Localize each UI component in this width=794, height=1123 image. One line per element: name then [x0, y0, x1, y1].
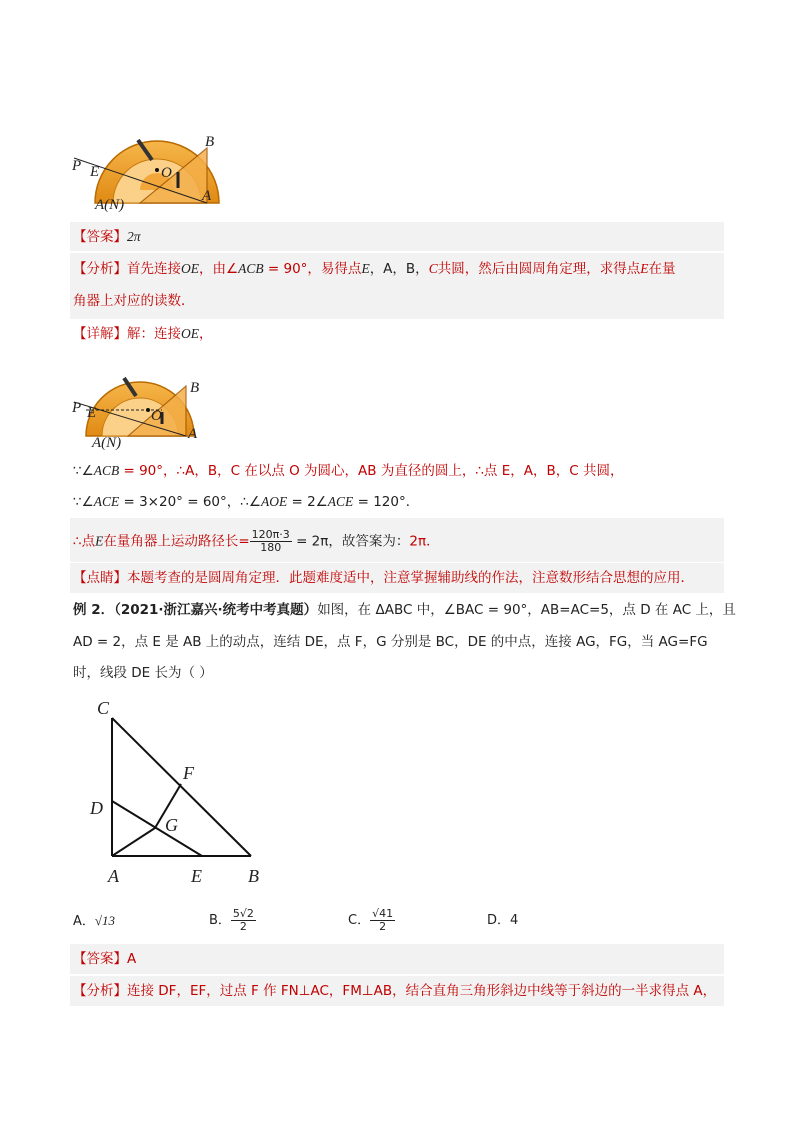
answer-value: A	[127, 951, 137, 967]
analysis-text: 在量	[648, 261, 676, 277]
option-b[interactable]	[209, 908, 256, 934]
analysis-text: 共圆，然后由圆周角定理，求得点	[437, 261, 641, 277]
option-label: C．	[348, 913, 371, 928]
answer-1	[73, 227, 141, 247]
var-ace: ACE	[93, 494, 120, 509]
comment-tag: 【点睛】	[73, 570, 127, 586]
proof-answer: 2π	[409, 533, 427, 550]
var-aoe: AOE	[260, 494, 288, 509]
answer-band-2	[70, 944, 724, 974]
option-label: D．	[487, 913, 511, 928]
protractor-figure-1	[70, 118, 230, 216]
detail-text: ，	[199, 326, 213, 342]
label-P: P	[72, 400, 82, 416]
label-F: F	[183, 763, 194, 783]
proof-text: ∵∠	[73, 463, 94, 479]
var-ace: ACE	[327, 494, 354, 509]
label-A: A	[108, 866, 119, 886]
example-2-line-1	[73, 600, 736, 620]
analysis-tag: 【分析】	[73, 261, 127, 277]
proof-text: = 90°，∴A，B，C 在以点 O 为圆心，AB 为直径的圆上，∴点 E，A，B，C 共圆，	[119, 463, 624, 479]
proof-line-3	[73, 529, 440, 554]
label-E: E	[191, 866, 202, 886]
option-a[interactable]	[73, 908, 115, 935]
fraction-numerator: 120π·3	[251, 528, 290, 541]
label-B: B	[190, 380, 200, 396]
label-A: A	[202, 188, 212, 204]
path-length-fraction	[250, 529, 292, 554]
comment-text: 本题考查的是圆周角定理．此题难度适中，注意掌握辅助线的作法，注意数形结合思想的应用．	[127, 570, 694, 586]
var-e: E	[361, 261, 370, 276]
analysis-text: ，A，B，	[369, 261, 429, 277]
analysis-tag: 【分析】	[73, 983, 127, 999]
proof-text: ∵∠	[73, 494, 94, 510]
example-source: （2021·浙江嘉兴·统考中考真题）	[114, 602, 318, 618]
analysis-1-line-2: 角器上对应的读数．	[73, 293, 195, 309]
option-label: A．	[73, 914, 95, 929]
protractor-drawing-2	[70, 350, 202, 454]
label-O: O	[151, 408, 162, 424]
fraction-numerator: 5√2	[232, 907, 254, 920]
label-B: B	[205, 134, 215, 150]
example-text: 如图，在 ΔABC 中，∠BAC = 90°，AB=AC=5，点 D 在 AC 上，且	[317, 602, 736, 618]
proof-text: = 3×20° = 60°，∴∠	[119, 494, 261, 510]
var-e: E	[95, 533, 104, 549]
example-2-line-3: 时，线段 DE 长为（ ）	[73, 665, 213, 681]
example-2-line-2: AD = 2，点 E 是 AB 上的动点，连结 DE，点 F，G 分别是 BC，DE 的中点，连接 AG，FG，当 AG=FG	[73, 634, 708, 650]
answer-band-1	[70, 222, 724, 251]
label-G: G	[165, 815, 178, 835]
proof-text: ．	[426, 533, 440, 550]
detail-tag: 【详解】	[73, 326, 127, 342]
example-number: 例 2．	[73, 602, 115, 618]
var-acb: ACB	[238, 261, 264, 276]
label-AN: A(N)	[92, 435, 122, 451]
answer-2	[73, 949, 136, 969]
label-B: B	[248, 866, 259, 886]
proof-text: ∴点	[73, 533, 96, 550]
analysis-text: = 90°，易得点	[263, 261, 362, 277]
fraction-denominator: 180	[260, 541, 282, 554]
triangle-figure	[85, 698, 275, 890]
option-value: √13	[94, 913, 116, 928]
proof-text: = 2∠	[287, 494, 328, 510]
analysis-text: 首先连接	[127, 261, 181, 277]
analysis-2	[73, 981, 716, 1001]
var-e: E	[640, 261, 649, 276]
analysis-text: ，由∠	[199, 261, 239, 277]
option-c[interactable]	[348, 908, 395, 934]
proof-text: = 2π，故答案为：	[291, 533, 410, 550]
analysis-text: 连接 DF，EF，过点 F 作 FN⊥AC，FM⊥AB，结合直角三角形斜边中线等于斜边的一半求得点 A，	[127, 983, 717, 999]
fraction-denominator: 2	[239, 920, 247, 933]
label-A: A	[188, 426, 198, 442]
proof-line-1	[73, 461, 623, 481]
label-D: D	[90, 798, 103, 818]
label-O: O	[161, 165, 172, 181]
detail-1	[73, 324, 213, 344]
label-P: P	[72, 158, 82, 174]
proof-line-2	[73, 492, 419, 512]
fraction-denominator: 2	[379, 920, 387, 933]
var-c: C	[428, 261, 438, 276]
answer-tag: 【答案】	[73, 951, 127, 967]
label-E: E	[90, 164, 100, 180]
fraction-numerator: √41	[372, 907, 394, 920]
protractor-figure-2	[70, 350, 202, 454]
option-d[interactable]	[487, 908, 518, 934]
analysis-1-line-1	[73, 259, 675, 279]
option-label: B．	[209, 913, 231, 928]
option-value: 4	[510, 913, 519, 928]
proof-text: = 120°．	[353, 494, 420, 510]
proof-text: 在量角器上运动路径长=	[103, 533, 250, 550]
answer-tag: 【答案】	[73, 229, 127, 245]
label-C: C	[97, 698, 110, 718]
var-oe: OE	[181, 326, 199, 341]
var-acb: ACB	[93, 463, 120, 478]
triangle-drawing	[85, 698, 275, 890]
detail-text: 解：连接	[127, 326, 181, 342]
option-c-fraction	[370, 908, 395, 933]
answer-value: 2π	[127, 229, 141, 244]
label-AN: A(N)	[95, 197, 125, 213]
comment-1	[73, 568, 694, 588]
var-oe: OE	[181, 261, 199, 276]
option-b-fraction	[231, 908, 256, 933]
label-E: E	[87, 405, 97, 421]
